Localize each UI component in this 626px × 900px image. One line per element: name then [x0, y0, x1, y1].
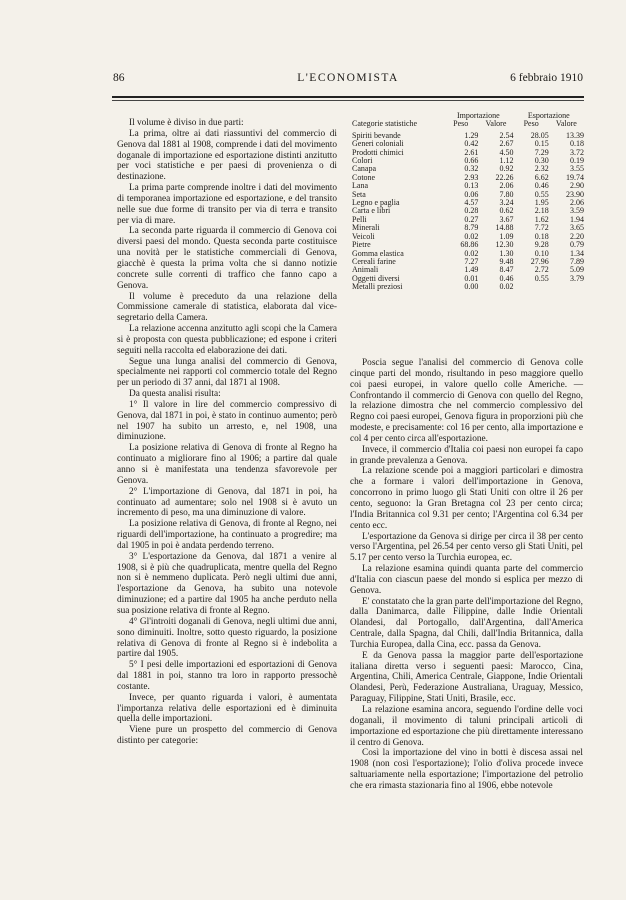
- paragraph: La relazione esamina quindi quanta parte del commercio d'Italia con ciascun paese del mondo si esplica per mezzo di Genova.: [350, 564, 583, 596]
- paragraph: 3° L'esportazione da Genova, dal 1871 a venire al 1908, si è più che quadruplicata, mentre quella del Regno non si è nemmeno duplicata. Però negli ultimi due anni, l'esportazione da Genova, ha subito una notevole diminuzione; ed a partire dal 1905 ha anche perduto nella sua posizione relativa di fronte al Regno.: [117, 551, 337, 616]
- import-peso-cell: 68.86: [460, 240, 479, 250]
- export-peso-cell: [514, 283, 549, 291]
- paragraph: La posizione relativa di Genova di fronte al Regno ha continuato a migliorare fino al 1906; a partire dal quale anno si è manifestata una tendenza sfavorevole per Genova.: [117, 443, 337, 486]
- category-cell: Spiriti bevande: [352, 130, 401, 140]
- import-valore-cell: 9.48: [499, 256, 514, 266]
- import-peso-cell: 2.93: [464, 172, 479, 182]
- category-cell: Colori: [352, 157, 373, 166]
- paragraph: Così la importazione del vino in botti è discesa assai nel 1908 (non così l'esportazione); l'olio d'oliva procede invece saltuariamente nella esportazione; l'importazione del petrolio che era rimasta stazionaria fino al 1906, ebbe notevole: [350, 748, 583, 791]
- right-column: [350, 358, 583, 792]
- import-valore-cell: 2.06: [499, 181, 514, 191]
- export-peso-cell: 0.46: [534, 181, 549, 191]
- export-peso-cell: 2.18: [534, 206, 549, 216]
- import-peso-cell: 0.66: [464, 156, 479, 166]
- paragraph: La prima, oltre ai dati riassuntivi del commercio di Genova dal 1881 al 1908, comprende i dati del movimento doganale di importazione ed esportazione distinti anzitutto per voci statistiche e per paesi di provenienza o di destinazione.: [117, 128, 337, 183]
- export-peso-cell: 0.18: [534, 231, 549, 241]
- paragraph: 2° L'importazione di Genova, dal 1871 in poi, ha continuato ad aumentare; solo nel 1908 si è avuto un incremento di peso, ma una diminuzione di valore.: [117, 486, 337, 519]
- import-valore-cell: 3.67: [499, 214, 514, 224]
- export-peso-cell: 2.32: [534, 164, 549, 174]
- import-peso-cell: 0.06: [464, 189, 479, 199]
- paragraph: Da questa analisi risulta:: [129, 389, 221, 400]
- export-valore-cell: 2.20: [570, 231, 584, 241]
- export-valore-cell: 23.90: [566, 189, 584, 199]
- export-peso-cell: 7.29: [534, 147, 549, 157]
- category-cell: Pietre: [352, 241, 371, 250]
- category-cell: Metalli preziosi: [352, 283, 403, 292]
- import-valore-cell: 0.62: [499, 206, 514, 216]
- paragraph: Invece, per quanto riguarda i valori, è aumentata l'importanza relativa delle esportazioni ed è diminuita quella delle importazioni.: [117, 692, 337, 725]
- import-valore-cell: 22.26: [495, 172, 514, 182]
- export-peso-cell: 6.62: [534, 172, 549, 182]
- category-cell: Seta: [352, 190, 366, 199]
- import-valore-cell: 1.09: [499, 231, 514, 241]
- import-valore-header: Valore: [485, 119, 507, 129]
- import-valore-cell: 14.88: [495, 223, 514, 233]
- journal-title: L'ECONOMISTA: [297, 72, 399, 84]
- import-valore-cell: 1.30: [499, 248, 514, 258]
- paragraph: Poscia segue l'analisi del commercio di Genova colle cinque parti del mondo, risultando in peso maggiore quello coi paesi europei, in valore quello colle Americhe. — Confrontando il commercio di Genova con quello del Regno, la relazione dimostra che nel commercio complessivo del Regno coi paesi europei, Genova figura in proporzioni più che modeste, e precisamente: col 16 per cento, alla importazione e col 4 per cento circa all'esportazione.: [350, 358, 583, 444]
- paragraph: 5° I pesi delle importazioni ed esportazioni di Genova dal 1881 in poi, stanno tra loro in rapporto pressochè costante.: [117, 660, 337, 692]
- import-valore-cell: 8.47: [499, 265, 514, 275]
- import-valore-cell: 7.80: [499, 189, 514, 199]
- paragraph: Il volume è diviso in due parti:: [129, 118, 244, 128]
- export-peso-cell: 7.72: [534, 223, 549, 233]
- export-header: Esportazione: [527, 111, 570, 120]
- paragraph: La relazione accenna anzitutto agli scopi che la Camera si è proposta con questa pubblicazione; ed espone i criteri seguiti nella raccolta ed elaborazione dei dati.: [117, 324, 337, 356]
- import-peso-cell: 0.42: [464, 139, 479, 149]
- category-cell: Lana: [352, 182, 368, 191]
- import-valore-cell: 4.50: [499, 147, 514, 157]
- import-peso-cell: 0.02: [464, 248, 479, 258]
- import-peso-cell: 0.02: [464, 231, 479, 241]
- export-valore-cell: 0.19: [570, 156, 584, 166]
- import-peso-cell: 0.01: [464, 273, 479, 283]
- left-column: [117, 118, 337, 747]
- paragraph: E' constatato che la gran parte dell'importazione del Regno, dalla Danimarca, dalle Filippine, dalle Indie Orientali Olandesi, dal Portogallo, dall'Argentina, dall'America Centrale, dalla Spagna, dal Chili, dall'India Britannica, dalla Turchia Europea, dalla Cina, ecc. passa da Genova.: [350, 596, 583, 650]
- category-cell: Pelli: [352, 215, 367, 224]
- export-peso-cell: 0.30: [534, 156, 549, 166]
- export-valore-cell: 2.06: [570, 198, 584, 208]
- paragraph: 4° Gl'introiti doganali di Genova, negli ultimi due anni, sono diminuiti. Inoltre, sotto questo riguardo, la posizione relativa di Genova di fronte al Regno si è indebolita a partire dal 1905.: [117, 616, 337, 660]
- paragraph: Il volume è preceduto da una relazione della Commissione camerale di statistica, elaborata dal vice-segretario della Camera.: [117, 291, 337, 324]
- header-rule: [112, 96, 584, 101]
- category-cell: Veicoli: [352, 232, 375, 241]
- page-number: 86: [113, 72, 125, 84]
- import-peso-cell: 0.28: [464, 206, 479, 216]
- category-cell: Minerali: [352, 224, 380, 233]
- category-cell: Canapa: [352, 165, 376, 174]
- category-cell: Oggetti diversi: [352, 274, 400, 283]
- export-valore-header: Valore: [555, 119, 577, 129]
- export-valore-cell: 1.94: [570, 214, 584, 224]
- export-valore-cell: 3.59: [570, 206, 584, 216]
- import-peso-cell: 0.00: [464, 282, 479, 292]
- export-valore-cell: 3.65: [570, 223, 584, 233]
- paragraph: La relazione esamina ancora, seguendo l'ordine delle voci doganali, il movimento di taluni principali articoli di importazione ed esportazione che più direttamente interessano il centro di Genova.: [350, 705, 583, 748]
- category-cell: Carta e libri: [352, 207, 391, 216]
- import-valore-cell: 2.54: [499, 130, 514, 140]
- export-peso-cell: 1.95: [534, 198, 549, 208]
- category-header: Categorie statistiche: [352, 119, 418, 129]
- category-cell: Animali: [352, 266, 379, 275]
- import-peso-cell: 8.79: [464, 223, 479, 233]
- export-valore-cell: 7.89: [570, 256, 584, 266]
- paragraph: Segue una lunga analisi del commercio di Genova, specialmente nei rapporti col commercio totale del Regno per un periodo di 37 anni, dal 1871 al 1908.: [117, 356, 337, 389]
- category-cell: Cotone: [352, 173, 376, 182]
- import-valore-cell: 3.24: [499, 198, 514, 208]
- page-header: [113, 72, 583, 92]
- import-peso-cell: 1.29: [464, 130, 479, 140]
- paragraph: Invece, il commercio d'Italia coi paesi non europei fa capo in grande prevalenza a Genova.: [350, 444, 583, 466]
- export-valore-cell: 13.39: [566, 130, 584, 140]
- import-peso-cell: 0.27: [464, 214, 479, 224]
- import-valore-cell: 1.12: [499, 156, 514, 166]
- import-peso-cell: 2.61: [464, 147, 479, 157]
- import-peso-cell: 0.13: [464, 181, 479, 191]
- paragraph: La seconda parte riguarda il commercio di Genova coi diversi paesi del mondo. Questa seconda parte costituisce una novità per le statistiche commerciali di Genova, giacchè è questa la prima volta che si danno notizie concrete sulle correnti di traffico che fanno capo a Genova.: [117, 226, 337, 291]
- import-valore-cell: 12.30: [495, 240, 514, 250]
- export-peso-cell: 27.96: [530, 256, 549, 266]
- import-header: Importazione: [457, 111, 500, 120]
- export-valore-cell: 0.18: [570, 139, 584, 149]
- paragraph: La posizione relativa di Genova, di fronte al Regno, nei riguardi dell'importazione, ha continuato a progredire; ma dal 1905 in poi è andata perdendo terreno.: [117, 519, 337, 551]
- export-peso-cell: 2.72: [534, 265, 549, 275]
- export-peso-cell: 0.15: [534, 139, 549, 149]
- issue-date: 6 febbraio 1910: [510, 72, 583, 84]
- export-valore-cell: 1.34: [570, 248, 584, 258]
- export-peso-cell: 0.10: [534, 248, 549, 258]
- category-cell: Cereali farine: [352, 257, 396, 266]
- import-valore-cell: 0.46: [499, 273, 514, 283]
- import-valore-cell: 0.92: [499, 164, 514, 174]
- export-peso-header: Peso: [523, 119, 539, 129]
- import-peso-cell: 1.49: [464, 265, 479, 275]
- export-valore-cell: [549, 283, 584, 291]
- export-peso-cell: 28.05: [530, 130, 549, 140]
- paragraph: L'esportazione da Genova si dirige per circa il 38 per cento verso l'Argentina, pel 26.54 per cento verso gli Stati Uniti, pel 5.17 per cento verso la Turchia europea, ec.: [350, 531, 583, 564]
- import-peso-cell: 7.27: [464, 256, 479, 266]
- import-peso-header: Peso: [453, 119, 469, 129]
- category-cell: Generi coloniali: [352, 140, 404, 149]
- export-valore-cell: 19.74: [566, 172, 584, 182]
- export-valore-cell: 3.55: [570, 164, 584, 174]
- import-valore-cell: 0.02: [499, 282, 514, 292]
- table-body: [352, 129, 584, 292]
- category-cell: Gomma elastica: [352, 249, 404, 258]
- import-peso-cell: 4.57: [464, 198, 479, 208]
- paragraph: La prima parte comprende inoltre i dati del movimento di temporanea importazione ed esportazione, e del transito nelle sue due forme di transito per via di terra e transito per via di mare.: [117, 183, 337, 226]
- export-valore-cell: 2.90: [570, 181, 584, 191]
- export-peso-cell: 0.55: [534, 273, 549, 283]
- import-peso-cell: 0.32: [464, 164, 479, 174]
- paragraph: E da Genova passa la maggior parte dell'esportazione italiana diretta verso i seguenti paesi: Marocco, Cina, Argentina, Chili, America Centrale, Giappone, Indie Orientali Olandesi, Perù, Federazione Australiana, Uraguay, Messico, Paraguay, Filippine, Stati Uniti, Brasile, ecc.: [350, 650, 583, 705]
- export-peso-cell: 9.28: [534, 240, 549, 250]
- paragraph: 1° Il valore in lire del commercio compressivo di Genova, dal 1871 in poi, è stato in continuo aumento; però nel 1907 ha subito un arresto, e, nel 1908, una diminuzione.: [117, 399, 337, 443]
- export-valore-cell: 5.09: [570, 265, 584, 275]
- import-valore-cell: 2.67: [499, 139, 514, 149]
- export-valore-cell: 3.72: [570, 147, 584, 157]
- export-valore-cell: 0.79: [570, 240, 584, 250]
- export-peso-cell: 0.55: [534, 189, 549, 199]
- paragraph: Viene pure un prospetto del commercio di Genova distinto per categorie:: [117, 725, 337, 747]
- category-cell: Legno e paglia: [352, 199, 400, 208]
- table-row: [352, 283, 584, 291]
- export-valore-cell: 3.79: [570, 273, 584, 283]
- category-cell: Prodotti chimici: [352, 148, 404, 157]
- export-peso-cell: 1.62: [534, 214, 549, 224]
- category-table: [352, 112, 584, 292]
- paragraph: La relazione scende poi a maggiori particolari e dimostra che a formare i valori dell'importazione in Genova, concorrono in primo luogo gli Stati Uniti con oltre il 26 per cento, seguono: la Gran Bretagna col 23 per cento circa; l'India Britannica col 9.31 per cento; l'Argentina col 6.34 per cento ecc.: [350, 466, 583, 531]
